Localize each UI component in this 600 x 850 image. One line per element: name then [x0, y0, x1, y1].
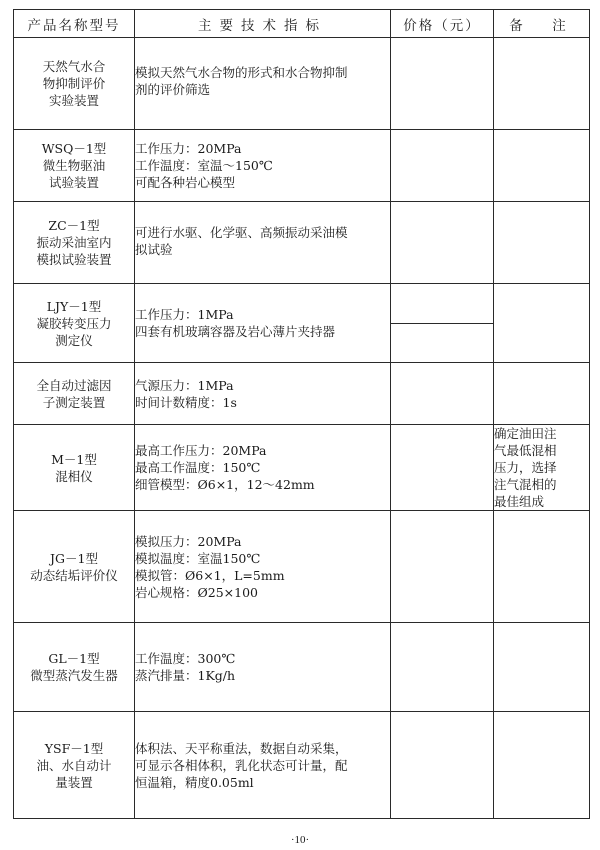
price-cell	[391, 284, 494, 363]
table-row	[14, 363, 590, 425]
price-cell	[391, 712, 494, 819]
spec-cell: 可进行水驱、化学驱、高频振动采油模 拟试验	[135, 202, 391, 284]
product-name-cell: M－1型 混相仪	[14, 425, 135, 511]
note-cell	[494, 623, 590, 712]
spec-cell: 体积法、天平称重法，数据自动采集， 可显示各相体积，乳化状态可计量，配 恒温箱，精度0.05ml	[135, 712, 391, 819]
header-notes: 备 注	[494, 10, 590, 38]
table-row	[14, 130, 590, 202]
table-row	[14, 623, 590, 712]
header-main-specs: 主要技术指标	[135, 10, 391, 38]
product-name-cell: YSF－1型 油、水自动计 量装置	[14, 712, 135, 819]
note-cell	[494, 712, 590, 819]
note-cell	[494, 202, 590, 284]
price-subdivision	[391, 284, 493, 362]
page-number: ·10·	[290, 834, 310, 846]
price-cell	[391, 425, 494, 511]
product-spec-table	[13, 9, 590, 819]
price-cell	[391, 363, 494, 425]
table-row	[14, 712, 590, 819]
note-cell	[494, 130, 590, 202]
price-cell	[391, 38, 494, 130]
spec-cell: 气源压力：1MPa 时间计数精度：1s	[135, 363, 391, 425]
table-row	[14, 202, 590, 284]
header-row	[14, 10, 590, 38]
header-price: 价格（元）	[391, 10, 494, 38]
note-cell	[494, 284, 590, 363]
product-name-cell: WSQ－1型 微生物驱油 试验装置	[14, 130, 135, 202]
table-row	[14, 425, 590, 511]
spec-cell: 模拟天然气水合物的形式和水合物抑制 剂的评价筛选	[135, 38, 391, 130]
header-product-name: 产品名称型号	[14, 10, 135, 38]
spec-cell: 模拟压力：20MPa 模拟温度：室温150℃ 模拟管：Ø6×1，L=5mm 岩心规格：Ø25×100	[135, 511, 391, 623]
product-name-cell: GL－1型 微型蒸汽发生器	[14, 623, 135, 712]
product-name-cell: 全自动过滤因 子测定装置	[14, 363, 135, 425]
spec-cell: 工作压力：1MPa 四套有机玻璃容器及岩心薄片夹持器	[135, 284, 391, 363]
product-name-cell: LJY－1型 凝胶转变压力 测定仪	[14, 284, 135, 363]
table-row	[14, 511, 590, 623]
product-name-cell: 天然气水合 物抑制评价 实验装置	[14, 38, 135, 130]
product-name-cell: ZC－1型 振动采油室内 模拟试验装置	[14, 202, 135, 284]
table-row	[14, 284, 590, 363]
table-row	[14, 38, 590, 130]
price-cell	[391, 511, 494, 623]
spec-cell: 最高工作压力：20MPa 最高工作温度：150℃ 细管模型：Ø6×1，12～42mm	[135, 425, 391, 511]
product-name-cell: JG－1型 动态结垢评价仪	[14, 511, 135, 623]
note-cell	[494, 511, 590, 623]
price-cell	[391, 202, 494, 284]
note-cell	[494, 363, 590, 425]
price-cell	[391, 623, 494, 712]
note-cell: 确定油田注 气最低混相 压力，选择 注气混相的 最佳组成	[494, 425, 590, 511]
note-cell	[494, 38, 590, 130]
spec-cell: 工作压力：20MPa 工作温度：室温～150℃ 可配各种岩心模型	[135, 130, 391, 202]
spec-cell: 工作温度：300℃ 蒸汽排量：1Kg/h	[135, 623, 391, 712]
price-cell	[391, 130, 494, 202]
